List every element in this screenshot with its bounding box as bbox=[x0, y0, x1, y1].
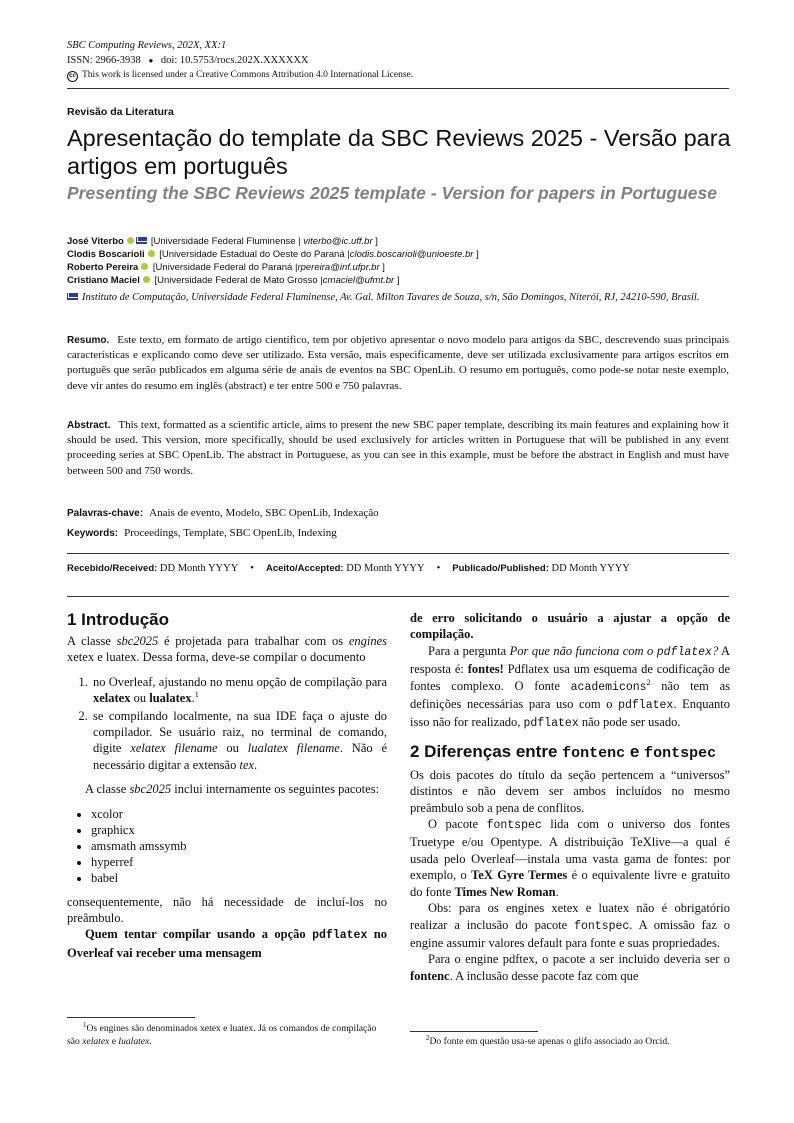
keywords-en-label: Keywords: bbox=[67, 528, 119, 539]
author-line bbox=[67, 274, 737, 287]
author-affiliation: [Universidade Federal de Mato Grosso | bbox=[154, 275, 323, 286]
journal-name: SBC Computing Reviews, 202X, XX:1 bbox=[67, 40, 227, 51]
date-separator: • bbox=[250, 563, 254, 574]
article-subtitle: Presenting the SBC Reviews 2025 template - Version for papers in Portuguese bbox=[67, 183, 717, 203]
author-affiliation: [Universidade Estadual do Oeste do Paraná | bbox=[159, 249, 350, 260]
affiliation-close: ] bbox=[379, 262, 385, 273]
paragraph: Para o engine pdftex, o pacote a ser incluido deveria ser o fontenc. A inclusão desse pacote faz com que bbox=[410, 952, 730, 983]
abstract-label: Abstract. bbox=[67, 420, 111, 431]
author-line bbox=[67, 261, 737, 274]
packages-list bbox=[67, 806, 387, 886]
list-item: • hyperref bbox=[91, 854, 387, 870]
dates-top-divider bbox=[67, 553, 729, 554]
right-column bbox=[410, 610, 730, 984]
keywords-pt bbox=[67, 506, 729, 521]
list-item: • amsmath amssymb bbox=[91, 838, 387, 854]
publication-dates bbox=[67, 562, 657, 575]
address-text: Instituto de Computação, Universidade Federal Fluminense, Av. Gal. Milton Tavares de Souza, s/n, São Domingos, Niterói, RJ, 24210-590, Brasil. bbox=[82, 292, 700, 303]
keywords-en bbox=[67, 526, 729, 541]
paragraph: Os dois pacotes do título da seção pertencem a “universos” distintos e não devem ser ambos incluídos no mesmo preâmbulo sob a pena de conflitos. bbox=[410, 767, 730, 815]
published-label: Publicado/Published: bbox=[452, 563, 549, 574]
received-label: Recebido/Received: bbox=[67, 563, 158, 574]
license-text[interactable]: This work is licensed under a Creative Commons Attribution 4.0 International License. bbox=[82, 70, 414, 80]
license-line bbox=[67, 68, 729, 83]
mail-icon bbox=[67, 293, 78, 300]
doi[interactable]: doi: 10.5753/rocs.202X.XXXXXX bbox=[160, 55, 309, 66]
issn: ISSN: 2966-3938 bbox=[67, 55, 141, 66]
header-divider bbox=[67, 88, 729, 89]
orcid-icon[interactable] bbox=[141, 263, 148, 270]
author-email[interactable]: clodis.boscarioli@unioeste.br bbox=[349, 249, 474, 260]
list-item: • graphicx bbox=[91, 822, 387, 838]
paragraph: A classe sbc2025 é projetada para trabalhar com os engines xetex e luatex. Dessa forma, deve-se compilar o documento bbox=[67, 634, 387, 665]
resumo-text: Este texto, em formato de artigo científico, tem por objetivo apresentar o novo modelo para artigos da SBC, descrevendo suas principais características e explicando como deve ser utilizado. Esta versão, mais especificamente, deve ser utilizada exclusivamente para artigos escritos em português que serão publicados em alguma série de anais de eventos na SBC OpenLib. O resumo em português, como pode-se notar neste exemplo, deve vir antes do resumo em inglês (abstract) e ter entre 500 e 750 palavras. bbox=[67, 334, 729, 392]
paragraph-continued: de erro solicitando o usuário a ajustar a opção de compilação. bbox=[410, 611, 730, 642]
list-item: 2. se compilando localmente, na sua IDE faça o ajuste do compilador. Se usuário raiz, no terminal de comando, digite xelatex filename ou lualatex filename. Não é necessário digitar a extensão tex. bbox=[91, 708, 387, 774]
corresponding-address bbox=[67, 290, 729, 305]
list-item: • babel bbox=[91, 870, 387, 886]
date-separator: • bbox=[436, 563, 441, 574]
paragraph: Obs: para os engines xetex e luatex não é obrigatório realizar a inclusão do pacote fontspec. A omissão faz o engine assumir valores default para fonte e suas propriedades. bbox=[410, 901, 730, 950]
abstract-text: This text, formatted as a scientific article, aims to present the new SBC paper template, describing its main features and explaining how it should be used. This version, more specifically, should be used exclusively for articles written in Portuguese that will be published in any event proceeding series at SBC OpenLib. The abstract in Portuguese, as you can see in this example, must be before the abstract in English and must have between 500 and 750 words. bbox=[67, 419, 729, 477]
footnote-divider bbox=[410, 1031, 538, 1032]
accepted-date: DD Month YYYY bbox=[346, 563, 425, 574]
footnote-ref[interactable]: 2 bbox=[646, 677, 651, 687]
left-column bbox=[67, 610, 387, 961]
orcid-icon[interactable] bbox=[127, 237, 134, 244]
creative-commons-icon: cc bbox=[67, 71, 78, 82]
author-affiliation: [Universidade Federal do Paraná | bbox=[152, 262, 298, 273]
article-title: Apresentação do template da SBC Reviews 2025 - Versão para artigos em português bbox=[67, 125, 731, 179]
issn-doi-line bbox=[67, 53, 729, 68]
author-line bbox=[67, 248, 737, 261]
paragraph: O pacote fontspec lida com o universo dos fontes Truetype e/ou Opentype. A distribuição TeXlive—a qual é usada pelo Overleaf—instala uma vasta gama de fontes: por exemplo, o TeX Gyre Termes é o equivalente livre e gratuito do fonte Times New Roman. bbox=[410, 817, 731, 899]
mail-icon[interactable] bbox=[136, 237, 147, 244]
resumo-label: Resumo. bbox=[67, 335, 110, 346]
list-item: • xcolor bbox=[91, 806, 387, 822]
section-1-heading: 1 Introdução bbox=[67, 610, 170, 629]
orcid-icon[interactable] bbox=[148, 250, 155, 257]
abstract-block bbox=[67, 418, 729, 479]
keywords-pt-label: Palavras-chave: bbox=[67, 508, 144, 519]
author-email[interactable]: rpereira@inf.ufpr.br bbox=[297, 262, 380, 273]
footnote-1: $^1$Os engines são denominados xetex e luatex. Já os comandos de compilação são xelatex e lualatex. bbox=[67, 1021, 377, 1047]
affiliation-close: ] bbox=[473, 249, 479, 260]
footnote-divider bbox=[67, 1017, 195, 1018]
author-affiliation: [Universidade Federal Fluminense | bbox=[150, 236, 304, 247]
published-date: DD Month YYYY bbox=[551, 563, 630, 574]
author-line bbox=[67, 235, 737, 248]
paragraph: A classe sbc2025 inclui internamente os seguintes pacotes: bbox=[85, 782, 380, 797]
affiliation-close: ] bbox=[394, 275, 400, 286]
affiliation-close: ] bbox=[372, 236, 378, 247]
resumo-block bbox=[67, 333, 729, 394]
footnote-2: $^2$Do fonte em questão usa-se apenas o glifo associado ao Orcid. bbox=[426, 1034, 670, 1047]
keywords-pt-text: Anais de evento, Modelo, SBC OpenLib, Indexação bbox=[149, 507, 379, 519]
paragraph: consequentemente, não há necessidade de incluí-los no preâmbulo. bbox=[67, 894, 387, 926]
list-item: 1. no Overleaf, ajustando no menu opção de compilação para xelatex ou lualatex.$^1$ bbox=[91, 674, 387, 707]
author-list bbox=[67, 235, 737, 287]
orcid-icon[interactable] bbox=[143, 276, 150, 283]
paragraph: Quem tentar compilar usando a opção pdflatex no Overleaf vai receber uma mensagem bbox=[67, 927, 388, 960]
accepted-label: Aceito/Accepted: bbox=[265, 563, 344, 574]
footnote-ref[interactable]: 1 bbox=[194, 690, 199, 700]
author-name: Roberto Pereira bbox=[67, 262, 139, 273]
author-email[interactable]: viterbo@ic.uff.br bbox=[303, 236, 373, 247]
dates-bottom-divider bbox=[67, 596, 729, 597]
compile-options-list bbox=[67, 674, 387, 773]
journal-header bbox=[67, 38, 729, 83]
author-email[interactable]: cmaciel@ufmt.br bbox=[322, 275, 395, 286]
section-2-heading: 2 Diferenças entre fontenc e fontspec bbox=[410, 741, 717, 762]
keywords-en-text: Proceedings, Template, SBC OpenLib, Indexing bbox=[124, 527, 337, 539]
separator-bullet: ● bbox=[148, 56, 154, 65]
author-name: José Viterbo bbox=[67, 236, 124, 247]
author-name: Cristiano Maciel bbox=[67, 275, 140, 286]
paragraph: Para a pergunta Por que não funciona com o pdflatex? A resposta é: fontes! Pdflatex usa um esquema de codificação de fontes complexo. O fonte academicons$^2$ não tem as definições necessárias para uso com o pdflatex. Enquanto isso não for realizado, pdflatex não pode ser usado. bbox=[410, 643, 731, 731]
article-type: Revisão da Literatura bbox=[67, 106, 174, 118]
received-date: DD Month YYYY bbox=[159, 563, 239, 574]
author-name: Clodis Boscarioli bbox=[67, 249, 145, 260]
